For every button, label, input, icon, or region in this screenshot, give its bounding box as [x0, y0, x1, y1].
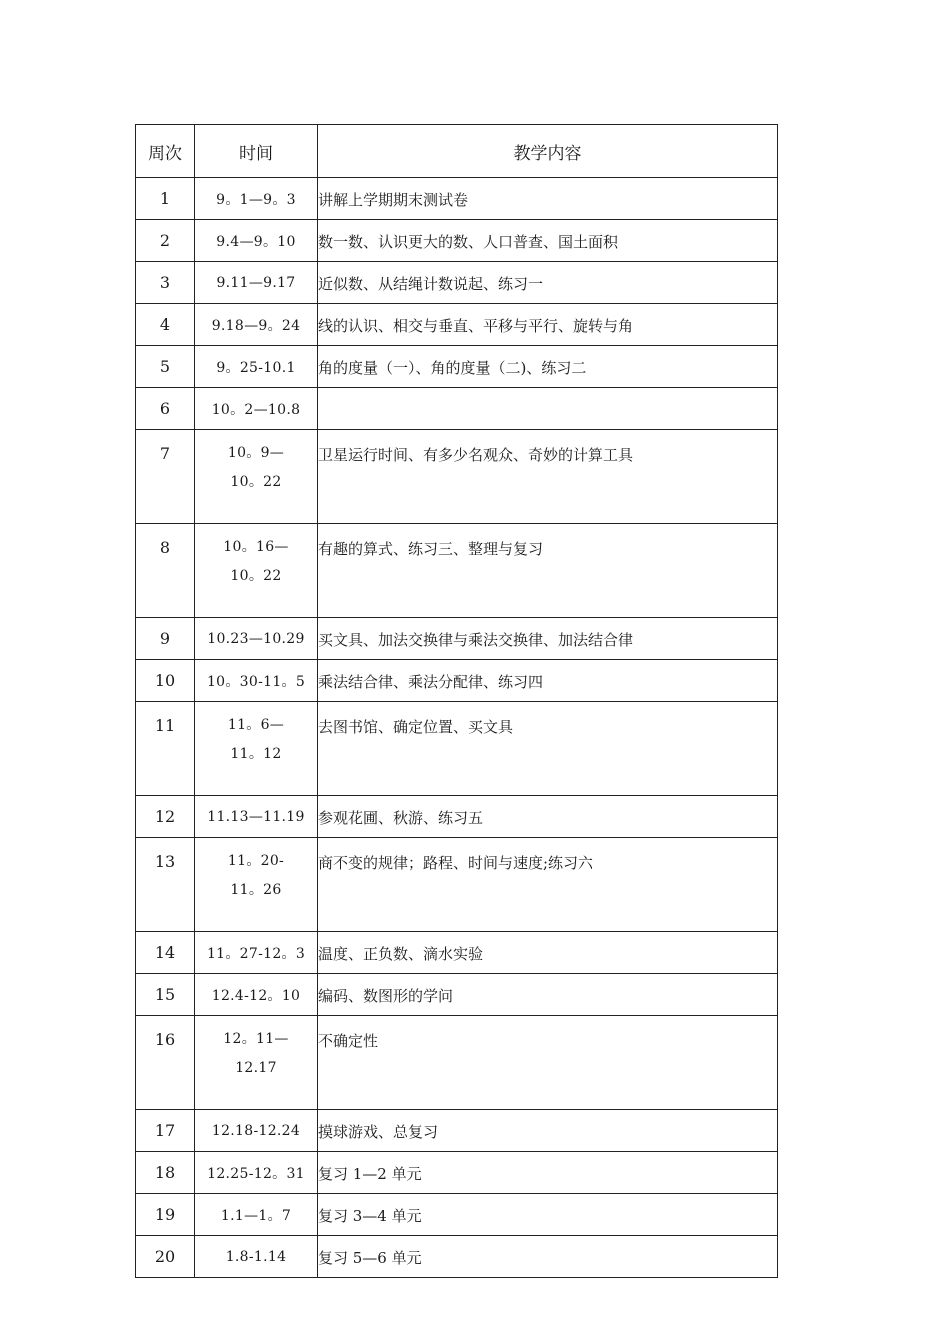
table-row [136, 178, 778, 220]
content-cell: 温度、正负数、滴水实验 [318, 932, 778, 974]
content-cell: 参观花圃、秋游、练习五 [318, 796, 778, 838]
time-cell: 9.18—9。24 [195, 304, 318, 346]
time-cell: 10。30-11。5 [195, 660, 318, 702]
week-cell: 14 [136, 932, 195, 974]
header-time: 时间 [195, 125, 318, 178]
time-start: 12。11— [223, 1031, 289, 1047]
week-cell: 1 [136, 178, 195, 220]
time-end: 10。22 [230, 568, 282, 584]
week-cell: 7 [136, 430, 195, 524]
time-end: 10。22 [230, 474, 282, 490]
table-row [136, 660, 778, 702]
time-cell: 1.8-1.14 [195, 1236, 318, 1278]
time-cell: 11。27-12。3 [195, 932, 318, 974]
time-cell [195, 524, 318, 618]
content-cell [318, 388, 778, 430]
week-cell: 6 [136, 388, 195, 430]
week-cell: 10 [136, 660, 195, 702]
week-cell: 12 [136, 796, 195, 838]
time-cell [195, 838, 318, 932]
content-cell: 商不变的规律；路程、时间与速度;练习六 [318, 838, 778, 932]
time-start: 11。20- [227, 853, 285, 869]
week-cell: 13 [136, 838, 195, 932]
week-cell: 17 [136, 1110, 195, 1152]
content-cell: 买文具、加法交换律与乘法交换律、加法结合律 [318, 618, 778, 660]
time-cell [195, 702, 318, 796]
content-cell: 讲解上学期期末测试卷 [318, 178, 778, 220]
table-row [136, 430, 778, 524]
time-cell: 9。1—9。3 [195, 178, 318, 220]
time-end: 11。26 [230, 882, 282, 898]
week-cell: 2 [136, 220, 195, 262]
header-content: 教学内容 [318, 125, 778, 178]
week-cell: 8 [136, 524, 195, 618]
content-cell: 编码、数图形的学问 [318, 974, 778, 1016]
time-start: 11。6— [227, 717, 285, 733]
table-row [136, 932, 778, 974]
table-row [136, 220, 778, 262]
content-cell: 有趣的算式、练习三、整理与复习 [318, 524, 778, 618]
content-cell: 数一数、认识更大的数、人口普查、国土面积 [318, 220, 778, 262]
table-row [136, 1110, 778, 1152]
time-end: 11。12 [230, 746, 282, 762]
table-row [136, 796, 778, 838]
content-cell: 线的认识、相交与垂直、平移与平行、旋转与角 [318, 304, 778, 346]
table-header-row [136, 125, 778, 178]
content-cell: 乘法结合律、乘法分配律、练习四 [318, 660, 778, 702]
content-cell: 不确定性 [318, 1016, 778, 1110]
week-cell: 4 [136, 304, 195, 346]
content-cell: 近似数、从结绳计数说起、练习一 [318, 262, 778, 304]
content-cell: 角的度量（一）、角的度量（二)、练习二 [318, 346, 778, 388]
table-row [136, 1016, 778, 1110]
time-start: 10。16— [223, 539, 289, 555]
table-row [136, 838, 778, 932]
time-end: 12.17 [235, 1060, 277, 1076]
table-row [136, 1236, 778, 1278]
week-cell: 18 [136, 1152, 195, 1194]
table-row [136, 262, 778, 304]
table-row [136, 1152, 778, 1194]
content-cell: 复习 5—6 单元 [318, 1236, 778, 1278]
week-cell: 9 [136, 618, 195, 660]
table-row [136, 388, 778, 430]
week-cell: 20 [136, 1236, 195, 1278]
table-row [136, 346, 778, 388]
time-cell: 12.18-12.24 [195, 1110, 318, 1152]
table-row [136, 524, 778, 618]
content-cell: 摸球游戏、总复习 [318, 1110, 778, 1152]
content-cell: 复习 1—2 单元 [318, 1152, 778, 1194]
time-cell [195, 430, 318, 524]
content-cell: 去图书馆、确定位置、买文具 [318, 702, 778, 796]
week-cell: 5 [136, 346, 195, 388]
time-cell [195, 1016, 318, 1110]
time-cell: 9。25-10.1 [195, 346, 318, 388]
time-cell: 11.13—11.19 [195, 796, 318, 838]
table-row [136, 304, 778, 346]
header-week: 周次 [136, 125, 195, 178]
week-cell: 11 [136, 702, 195, 796]
time-cell: 9.4—9。10 [195, 220, 318, 262]
week-cell: 3 [136, 262, 195, 304]
time-cell: 12.4-12。10 [195, 974, 318, 1016]
time-cell: 1.1—1。7 [195, 1194, 318, 1236]
week-cell: 19 [136, 1194, 195, 1236]
time-cell: 9.11—9.17 [195, 262, 318, 304]
content-cell: 复习 3—4 单元 [318, 1194, 778, 1236]
teaching-schedule-table [135, 124, 778, 1278]
week-cell: 15 [136, 974, 195, 1016]
time-start: 10。9— [227, 445, 285, 461]
time-cell: 10。2—10.8 [195, 388, 318, 430]
time-cell: 10.23—10.29 [195, 618, 318, 660]
content-cell: 卫星运行时间、有多少名观众、奇妙的计算工具 [318, 430, 778, 524]
week-cell: 16 [136, 1016, 195, 1110]
time-cell: 12.25-12。31 [195, 1152, 318, 1194]
table-row [136, 618, 778, 660]
table-row [136, 974, 778, 1016]
table-row [136, 1194, 778, 1236]
table-row [136, 702, 778, 796]
